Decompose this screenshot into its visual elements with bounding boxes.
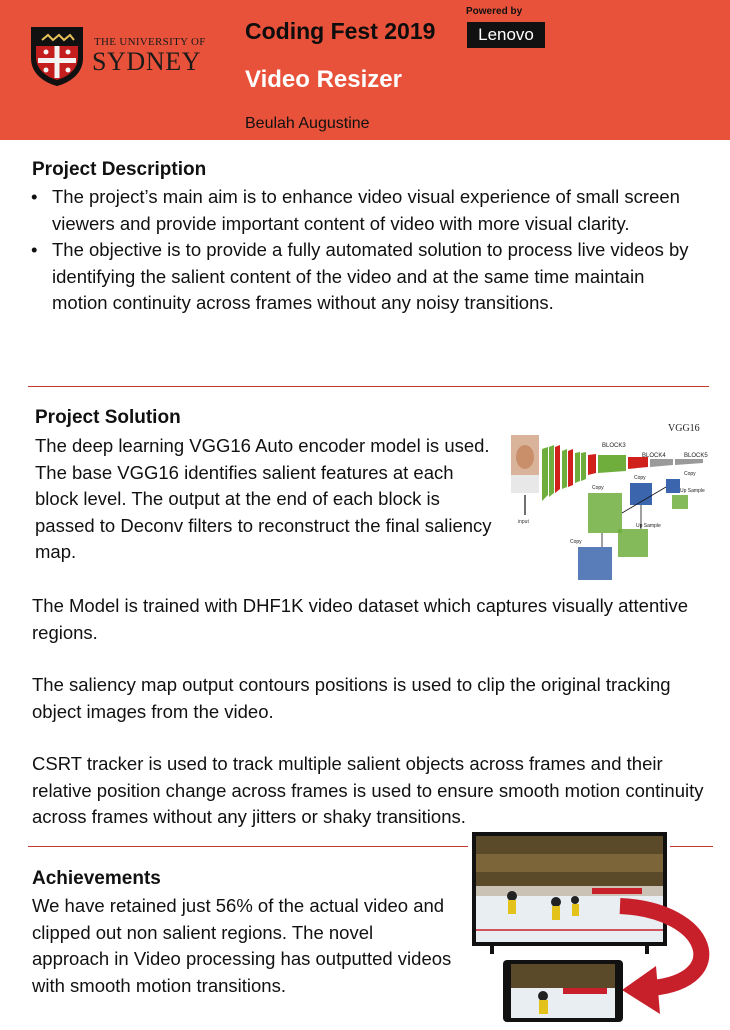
copy-label: Copy bbox=[634, 475, 646, 481]
decoder-block bbox=[618, 529, 648, 557]
player-figure bbox=[571, 896, 579, 904]
header-banner bbox=[0, 0, 730, 140]
author-name: Beulah Augustine bbox=[245, 115, 370, 132]
model-paragraph: The Model is trained with DHF1K video dataset which captures visually attentive regions. bbox=[32, 595, 689, 643]
conv-layer bbox=[549, 445, 554, 497]
crowd-row bbox=[476, 854, 663, 872]
player-figure bbox=[572, 904, 579, 916]
description-bullet: • The objective is to provide a fully automated solution to process live videos by identifying the salient content of the video and at the same time maintain motion continuity across frames without any noisy transitions. bbox=[30, 237, 690, 317]
player-figure bbox=[551, 897, 561, 907]
tracker-paragraph: CSRT tracker is used to track multiple salient objects across frames and their relative position change across frames is used to ensure smooth motion continuity across frames without any jitters or shaky transitions. bbox=[32, 753, 704, 827]
achievements-heading: Achievements bbox=[32, 868, 161, 889]
pool-layer bbox=[568, 449, 573, 487]
solution-intro: The deep learning VGG16 Auto encoder model is used. The base VGG16 identifies salient features at each block level. The output at the end of each block is passed to Deconv filters to reconstruct the final saliency map. bbox=[35, 435, 492, 562]
decoder-block bbox=[588, 493, 622, 533]
conv-block bbox=[675, 459, 703, 465]
university-name-large: SYDNEY bbox=[92, 47, 202, 76]
player-figure bbox=[539, 1000, 548, 1014]
achievements-text: We have retained just 56% of the actual video and clipped out non salient regions. The novel approach in Video processing has outputted videos with smooth motion transitions. bbox=[32, 895, 452, 996]
section-divider bbox=[670, 846, 713, 847]
copy-label: Copy bbox=[592, 485, 604, 491]
block5-label: BLOCK5 bbox=[684, 453, 708, 459]
face-shape bbox=[516, 445, 534, 469]
description-bullet: • The project’s main aim is to enhance video visual experience of small screen viewers and provide important content of video with more visual clarity. bbox=[30, 184, 690, 237]
player-figure bbox=[507, 891, 517, 901]
pool-layer bbox=[555, 445, 560, 493]
vgg16-architecture-diagram bbox=[508, 417, 713, 582]
solution-heading: Project Solution bbox=[35, 407, 181, 428]
conv-block bbox=[598, 455, 626, 473]
player-figure bbox=[538, 991, 548, 1001]
copy-label: Copy bbox=[684, 471, 696, 477]
description-heading: Project Description bbox=[32, 159, 207, 180]
arrow-shaft bbox=[620, 906, 701, 988]
university-crest-icon bbox=[28, 24, 86, 86]
conv-block bbox=[650, 459, 673, 467]
event-title: Coding Fest 2019 bbox=[245, 18, 436, 44]
face-collar bbox=[511, 475, 539, 493]
copy-label: Copy bbox=[570, 539, 582, 545]
conv-layer bbox=[581, 452, 586, 481]
input-label: input bbox=[518, 519, 529, 525]
arrow-head bbox=[622, 966, 660, 1014]
crowd-area bbox=[511, 964, 615, 988]
upsample-label: Up Sample bbox=[636, 523, 661, 529]
conv-layer bbox=[542, 447, 548, 501]
pool-layer bbox=[588, 454, 596, 475]
decoder-block bbox=[578, 547, 612, 580]
player-figure bbox=[552, 906, 560, 920]
block3-label: BLOCK3 bbox=[602, 443, 626, 449]
diagram-title: VGG16 bbox=[668, 423, 700, 434]
section-divider bbox=[28, 386, 709, 387]
description-bullet-list bbox=[30, 184, 690, 317]
project-title: Video Resizer bbox=[245, 66, 402, 93]
university-name-small: THE UNIVERSITY OF bbox=[94, 36, 206, 48]
tv-leg bbox=[490, 946, 494, 954]
powered-by-label: Powered by bbox=[466, 6, 523, 17]
rink-advert bbox=[563, 988, 607, 994]
conv-layer bbox=[562, 449, 567, 489]
university-logo bbox=[28, 24, 206, 88]
block4-label: BLOCK4 bbox=[642, 453, 666, 459]
decoder-block bbox=[666, 479, 680, 493]
saliency-paragraph: The saliency map output contours positions is used to clip the original tracking object images from the video. bbox=[32, 674, 671, 722]
sponsor-logo: Lenovo bbox=[467, 22, 545, 48]
conv-layer bbox=[575, 452, 580, 483]
section-divider bbox=[28, 846, 468, 847]
decoder-block bbox=[672, 495, 688, 509]
phone-screen-image bbox=[503, 960, 623, 1022]
upsample-label: Up Sample bbox=[680, 488, 705, 494]
player-figure bbox=[508, 900, 516, 914]
